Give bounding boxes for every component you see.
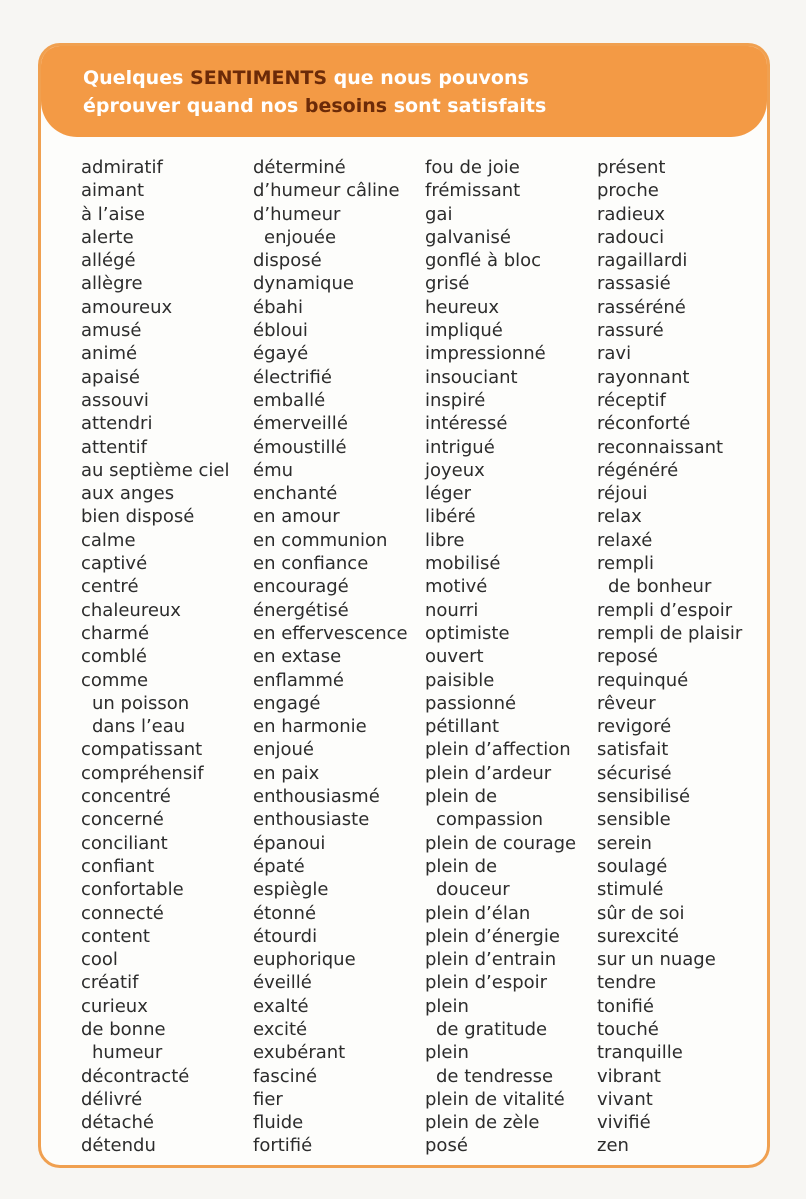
feeling-word: vivant bbox=[597, 1088, 653, 1110]
feeling-word: rempli de plaisir bbox=[597, 622, 743, 644]
feeling-word: fortifié bbox=[253, 1135, 313, 1157]
feeling-word: engagé bbox=[253, 692, 321, 714]
feeling-word: stimulé bbox=[597, 879, 664, 901]
feeling-word: dynamique bbox=[253, 273, 354, 295]
feeling-word: vivifié bbox=[597, 1112, 651, 1134]
feeling-word: conciliant bbox=[81, 832, 168, 854]
feeling-word: zen bbox=[597, 1135, 629, 1157]
feeling-word: confiant bbox=[81, 855, 155, 877]
feeling-word: aux anges bbox=[81, 483, 175, 505]
word-column-3 bbox=[425, 156, 576, 1158]
feeling-word: émerveillé bbox=[253, 413, 348, 435]
feeling-word: nourri bbox=[425, 599, 479, 621]
feeling-word: intéressé bbox=[425, 413, 508, 435]
feeling-word: plein bbox=[425, 995, 469, 1017]
feeling-word: de gratitude bbox=[436, 1018, 548, 1040]
feeling-word: présent bbox=[597, 157, 666, 178]
feeling-word: électrifié bbox=[253, 366, 332, 388]
title-keyword-besoins: besoins bbox=[304, 95, 388, 117]
feeling-word: à l’aise bbox=[81, 203, 145, 225]
feeling-word: compatissant bbox=[81, 739, 203, 761]
feeling-word: étonné bbox=[253, 902, 317, 924]
feeling-word: animé bbox=[81, 343, 138, 365]
feeling-word: aimant bbox=[81, 180, 145, 202]
feeling-word: bien disposé bbox=[81, 506, 195, 528]
feeling-word: content bbox=[81, 925, 150, 947]
feeling-word: inspiré bbox=[425, 389, 486, 411]
feeling-word: décontracté bbox=[81, 1065, 190, 1087]
feeling-word: éveillé bbox=[253, 972, 312, 994]
feeling-word: posé bbox=[425, 1135, 468, 1157]
feeling-word: réconforté bbox=[597, 413, 691, 435]
feeling-word: satisfait bbox=[597, 739, 669, 761]
feeling-word: au septième ciel bbox=[81, 459, 230, 481]
feeling-word: surexcité bbox=[597, 925, 679, 947]
feeling-word: rayonnant bbox=[597, 366, 690, 388]
feeling-word: gai bbox=[425, 203, 453, 225]
feeling-word: rempli bbox=[597, 553, 655, 575]
feeling-word: épanoui bbox=[253, 832, 326, 854]
feeling-word: relaxé bbox=[597, 529, 653, 551]
feeling-word: comme bbox=[81, 669, 149, 691]
feeling-word: attentif bbox=[81, 436, 148, 458]
feeling-word: concerné bbox=[81, 809, 164, 831]
feeling-word: emballé bbox=[253, 389, 326, 411]
feeling-word: un poisson bbox=[92, 692, 190, 714]
feeling-word: plein de bbox=[425, 786, 498, 808]
feeling-word: confortable bbox=[81, 879, 184, 901]
feeling-word: enchanté bbox=[253, 483, 338, 505]
feeling-word: espiègle bbox=[253, 879, 329, 901]
feeling-word: reconnaissant bbox=[597, 436, 724, 458]
feeling-word: créatif bbox=[81, 972, 139, 994]
feeling-word: frémissant bbox=[425, 180, 521, 202]
feeling-word: amoureux bbox=[81, 296, 173, 318]
feeling-word: charmé bbox=[81, 622, 150, 644]
feeling-word: radouci bbox=[597, 226, 665, 248]
feeling-word: passionné bbox=[425, 692, 517, 714]
feeling-word: compréhensif bbox=[81, 762, 204, 784]
feeling-word: motivé bbox=[425, 576, 488, 598]
feeling-word: curieux bbox=[81, 995, 148, 1017]
feeling-word: enthousiasmé bbox=[253, 786, 380, 808]
feeling-word: ravi bbox=[597, 343, 632, 365]
feeling-word: optimiste bbox=[425, 622, 510, 644]
feeling-word: sécurisé bbox=[597, 762, 672, 784]
title-keyword-sentiments: SENTIMENTS bbox=[190, 67, 328, 89]
feeling-word: tranquille bbox=[597, 1042, 683, 1064]
feeling-word: sûr de soi bbox=[597, 902, 685, 924]
feeling-word: libre bbox=[425, 529, 465, 551]
feeling-word: plein d’élan bbox=[425, 902, 531, 924]
feeling-word: proche bbox=[597, 180, 659, 202]
feeling-word: épaté bbox=[253, 855, 305, 877]
feeling-word: allègre bbox=[81, 273, 143, 295]
feeling-word: plein d’ardeur bbox=[425, 762, 552, 784]
word-column-2 bbox=[253, 156, 408, 1158]
feeling-word: gonflé à bloc bbox=[425, 250, 542, 272]
feeling-word: apaisé bbox=[81, 366, 140, 388]
feeling-word: plein de vitalité bbox=[425, 1088, 565, 1110]
feeling-word: sur un nuage bbox=[597, 949, 716, 971]
feeling-word: insouciant bbox=[425, 366, 518, 388]
feeling-word: revigoré bbox=[597, 716, 672, 738]
feeling-word: mobilisé bbox=[425, 553, 501, 575]
feeling-word: sensibilisé bbox=[597, 786, 691, 808]
feeling-word: en confiance bbox=[253, 553, 369, 575]
feeling-word: disposé bbox=[253, 250, 322, 272]
title-line-1: Quelques SENTIMENTS que nous pouvons bbox=[83, 67, 529, 89]
feeling-word: rassuré bbox=[597, 320, 664, 342]
feeling-word: réceptif bbox=[597, 389, 666, 411]
feeling-word: enthousiaste bbox=[253, 809, 370, 831]
feeling-word: enjoué bbox=[253, 739, 314, 761]
feeling-word: chaleureux bbox=[81, 599, 181, 621]
feeling-word: plein d’entrain bbox=[425, 949, 557, 971]
feeling-word: déterminé bbox=[253, 157, 346, 178]
feeling-word: pétillant bbox=[425, 716, 500, 738]
feeling-word: serein bbox=[597, 832, 652, 854]
feeling-word: détendu bbox=[81, 1135, 156, 1157]
feeling-word: heureux bbox=[425, 296, 500, 318]
feeling-word: comblé bbox=[81, 646, 147, 668]
feeling-word: d’humeur câline bbox=[253, 180, 400, 202]
feeling-word: égayé bbox=[253, 343, 309, 365]
feeling-word: allégé bbox=[81, 250, 136, 272]
feeling-word: rêveur bbox=[597, 692, 656, 714]
feeling-word: ébloui bbox=[253, 320, 308, 342]
feeling-word: encouragé bbox=[253, 576, 349, 598]
feeling-word: impliqué bbox=[425, 320, 503, 342]
feeling-word: excité bbox=[253, 1018, 308, 1040]
feeling-word: humeur bbox=[92, 1042, 163, 1064]
feeling-word: fier bbox=[253, 1088, 283, 1110]
feeling-word: connecté bbox=[81, 902, 164, 924]
feeling-word: d’humeur bbox=[253, 203, 341, 225]
feeling-word: exalté bbox=[253, 995, 309, 1017]
feelings-card bbox=[38, 43, 770, 1168]
feeling-word: compassion bbox=[436, 809, 544, 831]
feeling-word: concentré bbox=[81, 786, 171, 808]
feeling-word: requinqué bbox=[597, 669, 689, 691]
feeling-word: sensible bbox=[597, 809, 671, 831]
feeling-word: cool bbox=[81, 949, 118, 971]
feeling-word: ébahi bbox=[253, 296, 303, 318]
feeling-word: galvanisé bbox=[425, 226, 512, 248]
feeling-word: régénéré bbox=[597, 459, 679, 481]
feeling-word: reposé bbox=[597, 646, 658, 668]
feeling-word: captivé bbox=[81, 553, 148, 575]
feeling-word: fasciné bbox=[253, 1065, 318, 1087]
feeling-word: de tendresse bbox=[436, 1065, 554, 1087]
feeling-word: rassasié bbox=[597, 273, 671, 295]
feeling-word: rempli d’espoir bbox=[597, 599, 733, 621]
feeling-word: en effervescence bbox=[253, 622, 408, 644]
feeling-word: délivré bbox=[81, 1088, 143, 1110]
feeling-word: libéré bbox=[425, 506, 476, 528]
feeling-word: ragaillardi bbox=[597, 250, 688, 272]
feeling-word: en paix bbox=[253, 762, 320, 784]
feeling-word: radieux bbox=[597, 203, 665, 225]
feeling-word: douceur bbox=[436, 879, 510, 901]
feeling-word: étourdi bbox=[253, 925, 318, 947]
feeling-word: ému bbox=[253, 459, 294, 481]
feeling-word: dans l’eau bbox=[92, 716, 186, 738]
feeling-word: plein de zèle bbox=[425, 1112, 540, 1134]
title-line-2: éprouver quand nos besoins sont satisfaits bbox=[83, 95, 547, 117]
word-column-4 bbox=[597, 156, 742, 1158]
feeling-word: assouvi bbox=[81, 389, 149, 411]
feeling-word: fluide bbox=[253, 1112, 304, 1134]
feeling-word: exubérant bbox=[253, 1042, 346, 1064]
feeling-word: tonifié bbox=[597, 995, 654, 1017]
header-banner bbox=[41, 46, 767, 137]
feeling-word: ouvert bbox=[425, 646, 484, 668]
feeling-word: en extase bbox=[253, 646, 342, 668]
feeling-word: rasséréné bbox=[597, 296, 686, 318]
feeling-word: de bonne bbox=[81, 1018, 166, 1040]
feeling-word: énergétisé bbox=[253, 599, 349, 621]
feeling-word: admiratif bbox=[81, 157, 163, 178]
feeling-word: centré bbox=[81, 576, 139, 598]
feeling-word: plein bbox=[425, 1042, 469, 1064]
feeling-word: enflammé bbox=[253, 669, 344, 691]
feeling-word: en harmonie bbox=[253, 716, 367, 738]
feeling-word: soulagé bbox=[597, 855, 668, 877]
feeling-word: fou de joie bbox=[425, 157, 520, 178]
feeling-word: impressionné bbox=[425, 343, 546, 365]
feeling-word: paisible bbox=[425, 669, 495, 691]
feeling-word: plein de courage bbox=[425, 832, 577, 854]
feeling-word: en communion bbox=[253, 529, 388, 551]
feeling-word: émoustillé bbox=[253, 436, 347, 458]
feeling-word: euphorique bbox=[253, 949, 356, 971]
feeling-word: de bonheur bbox=[608, 576, 712, 598]
feeling-word: amusé bbox=[81, 320, 142, 342]
feeling-word: attendri bbox=[81, 413, 153, 435]
feeling-word: tendre bbox=[597, 972, 657, 994]
feeling-word: grisé bbox=[425, 273, 470, 295]
feeling-word: alerte bbox=[81, 226, 134, 248]
feeling-word: enjouée bbox=[264, 226, 337, 248]
feeling-word: plein d’énergie bbox=[425, 925, 560, 947]
feeling-word: plein d’espoir bbox=[425, 972, 548, 994]
feeling-word: calme bbox=[81, 529, 136, 551]
feeling-word: joyeux bbox=[425, 459, 485, 481]
feeling-word: réjoui bbox=[597, 483, 648, 505]
feeling-word: détaché bbox=[81, 1112, 154, 1134]
feeling-word: relax bbox=[597, 506, 642, 528]
feeling-word: vibrant bbox=[597, 1065, 661, 1087]
feeling-word: en amour bbox=[253, 506, 340, 528]
feeling-word: intrigué bbox=[425, 436, 495, 458]
word-column-1 bbox=[81, 156, 229, 1158]
feeling-word: léger bbox=[425, 483, 471, 505]
feeling-word: plein de bbox=[425, 855, 498, 877]
feeling-word: plein d’affection bbox=[425, 739, 571, 761]
feeling-word: touché bbox=[597, 1018, 659, 1040]
